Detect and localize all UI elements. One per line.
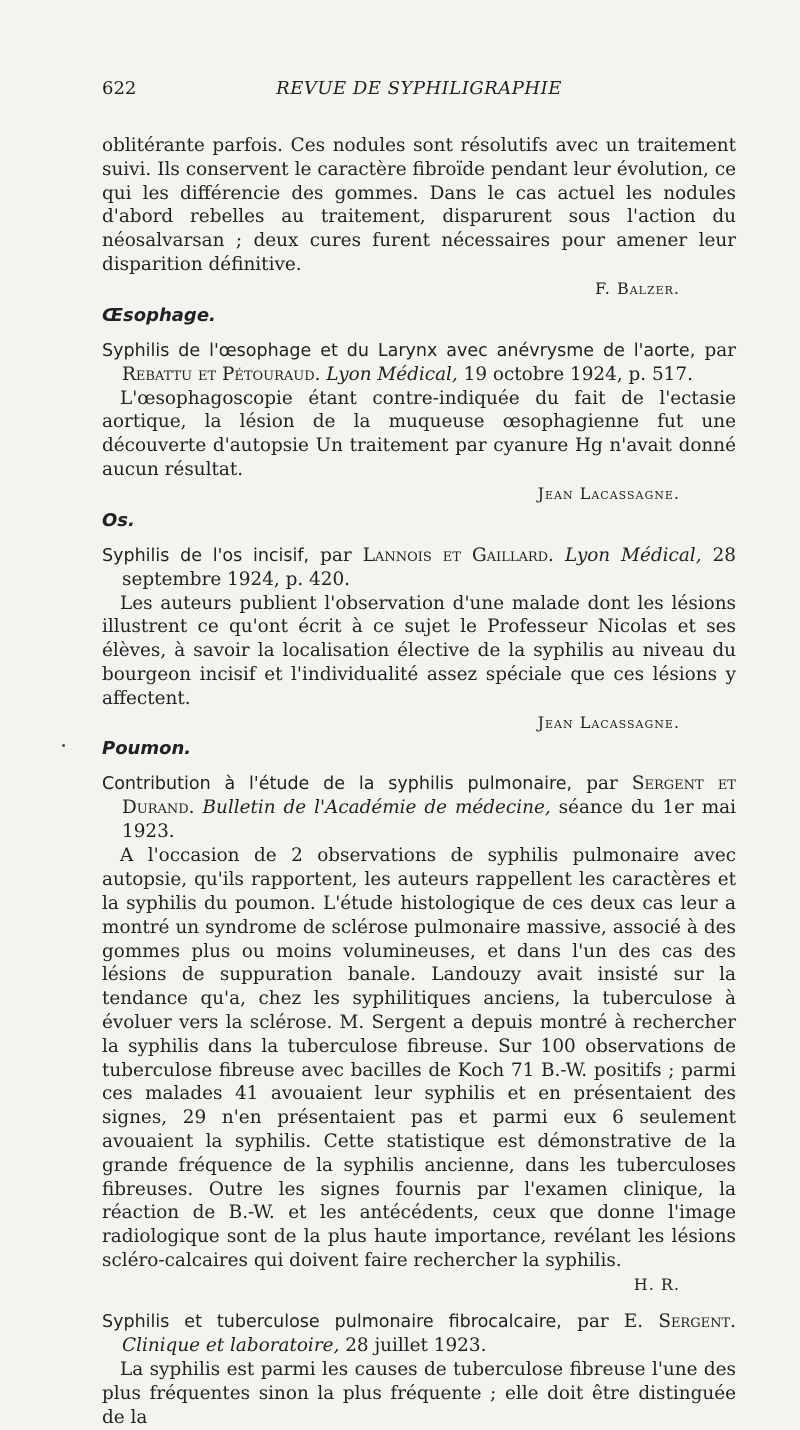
article-par: par (320, 544, 352, 566)
article-journal: Lyon Médical, (564, 544, 702, 566)
section-heading-os: Os. (102, 509, 135, 531)
page-number: 622 (102, 78, 137, 99)
article-reference: 28 juillet 1923. (345, 1335, 487, 1357)
signature: F. Balzer. (595, 278, 680, 298)
paragraph-continuation: oblitérante parfois. Ces nodules sont résolutifs avec un traitement suivi. Ils conservent le caractère fibroïde pendant leur évolution, ce qui les différencie des gommes. Dans le cas actuel les nodules d'abord rebelles au traitement, disparurent sous l'action du néosalvarsan ; deux cures furent nécessaires pour amener leur disparition définitive. (102, 135, 736, 275)
page-body (102, 134, 736, 1430)
article-summary: Les auteurs publient l'observation d'une malade dont les lésions illustrent ce qu'ont écrit à ce sujet le Professeur Nicolas et ses élèves, à savoir la localisation élective de la syphilis au niveau du bourgeon incisif et l'individualité assez spéciale que ces lésions y affectent. (102, 592, 736, 709)
article-par: par (577, 1311, 609, 1333)
article-journal: Clinique et laboratoire, (122, 1335, 340, 1357)
signature: H. R. (633, 1274, 680, 1294)
margin-mark (62, 744, 65, 747)
article-reference: 28 septembre 1924, p. 420. (122, 544, 736, 590)
article-reference: 19 octobre 1924, p. 517. (463, 363, 693, 385)
article-authors: E. Sergent. (623, 1311, 736, 1333)
section-heading-oesophage: Œsophage. (102, 304, 216, 326)
article-summary: La syphilis est parmi les causes de tuberculose fibreuse l'une des plus fréquentes sinon la plus fréquente ; elle doit être distinguée de la (102, 1359, 736, 1429)
article-title: Syphilis de l'os incisif, (102, 545, 310, 566)
article-journal: Bulletin de l'Académie de médecine, (202, 797, 551, 819)
article-summary: A l'occasion de 2 observations de syphilis pulmonaire avec autopsie, qu'ils rapportent, les auteurs rappellent les caractères et la syphilis du poumon. L'étude histologique de ces deux cas leur a montré un syndrome de sclérose pulmonaire massive, associé à des gommes plus ou moins volumineuses, et dans l'un des cas des lésions de suppuration banale. Landouzy avait insisté sur la tendance qu'a, chez les syphilitiques anciens, la tuberculose à évoluer vers la sclérose. M. Sergent a depuis montré à rechercher la syphilis dans la tuberculose fibreuse. Sur 100 observations de tuberculose fibreuse avec bacilles de Koch 71 B.-W. positifs ; parmi ces malades 41 avouaient leur syphilis et en présentaient des signes, 29 n'en présentaient pas et parmi eux 6 seulement avouaient la syphilis. Cette statistique est démonstrative de la grande fréquence de la syphilis ancienne, dans les tuberculoses fibreuses. Outre les signes fournis par l'examen clinique, la réaction de B.-W. et les antécédents, ceux que donne l'image radiologique sont de la plus haute importance, revélant les lésions scléro-calcaires qui doivent faire rechercher la syphilis. (102, 845, 736, 1271)
page-header (102, 78, 736, 108)
article-heading (102, 1310, 736, 1358)
article-par: par (586, 773, 618, 795)
article-title: Syphilis et tuberculose pulmonaire fibrocalcaire, (102, 1312, 562, 1333)
signature: Jean Lacassagne. (537, 712, 680, 732)
article-heading (102, 339, 736, 387)
section-heading-poumon: Poumon. (102, 738, 192, 760)
article-par: par (704, 339, 736, 361)
article-reference: séance du 1er mai 1923. (122, 797, 736, 843)
article-journal: Lyon Médical, (326, 363, 458, 385)
article-title: Syphilis de l'œsophage et du Larynx avec anévrysme de l'aorte, (102, 340, 696, 361)
article-summary: L'œsophagoscopie étant contre-indiquée du fait de l'ectasie aortique, la lésion de la muqueuse œsophagienne fut une découverte d'autopsie Un traitement par cyanure Hg n'avait donné aucun résultat. (102, 387, 736, 480)
running-title: REVUE DE SYPHILIGRAPHIE (276, 78, 562, 99)
article-heading (102, 544, 736, 592)
article-authors: Lannois et Gaillard. (362, 544, 554, 566)
article-heading (102, 772, 736, 844)
signature: Jean Lacassagne. (537, 483, 680, 503)
article-authors: Rebattu et Pétouraud. (122, 363, 321, 385)
article-title: Contribution à l'étude de la syphilis pulmonaire, (102, 774, 573, 795)
article-authors: Sergent et Durand. (122, 773, 736, 819)
